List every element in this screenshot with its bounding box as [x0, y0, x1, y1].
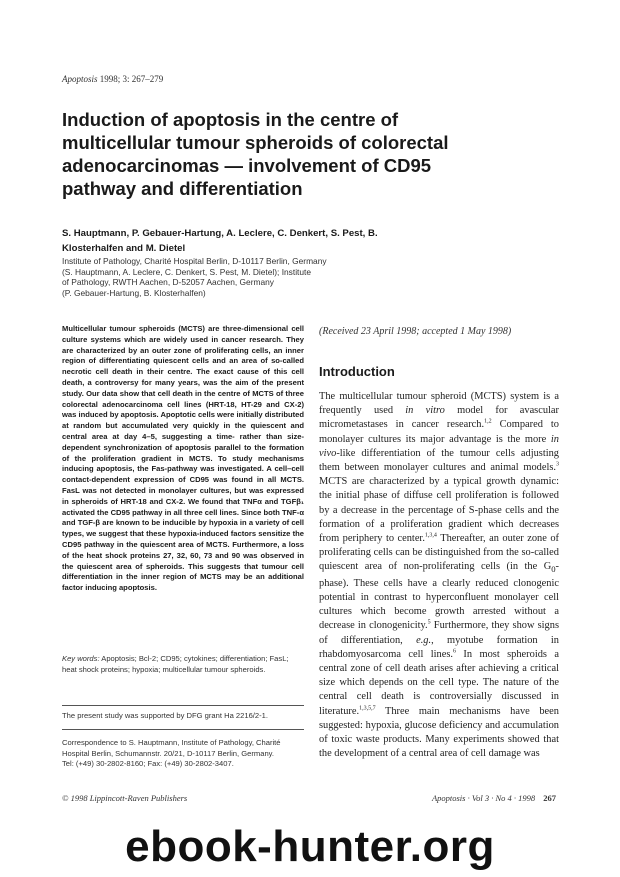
introduction-text: The multicellular tumour spheroid (MCTS) system is a frequently used in vitro model for avascular micrometastases in cancer research.$^{1,2}$ Compared to monolayer cultures its major advantage is the more in vivo-like differentiation of the tumour cells adjusting them between monolayer cultures and animal models.$^3$ MCTS are characterized by a typical growth dynamic: the initial phase of diffuse cell proliferation is followed by a decrease in the percentage of S-phase cells and the formation of a proliferation gradient which decreases from periphery to center.$^{1,3,4}$ Thereafter, an outer zone of proliferating cells can be distinguished from the so-called quiescent area of non-proliferating cells (in the $G_0-phase$). These cells have a clearly reduced clonogenic potential in contrast to hyperconfluent monolayer cell cultures which become growth arrested without a decrease in clonogenicity.$^5$ Furthermore, they show signs of differentiation, e.g., myotube formation in rhabdomyosarcoma cell lines.$^6$ In most spheroids a central zone of cell death arises after achieving a critical size which depends on the cell type. The nature of the central cell death is controversially discussed in literature.$^{1,3,5,7}$ Three main mechanisms have been suggested: hypoxia, glucose deficiency and accumulation of toxic waste products. Many experiments showed that the development of a central area of cell damage was [319, 391, 559, 760]
correspondence-line: Hospital Berlin, Schumannstr. 20/21, D-10117 Berlin, Germany. [62, 748, 275, 758]
keywords-list: Apoptosis; Bcl-2; CD95; cytokines; differentiation; FasL; heat shock proteins; hypoxia; multicellular tumour spheroids. [62, 654, 289, 674]
journal-citation [62, 74, 163, 84]
page-number: 267 [543, 793, 556, 803]
received-date: (Received 23 April 1998; accepted 1 May 1998) [319, 326, 512, 337]
article-title: Induction of apoptosis in the centre of multicellular tumour spheroids of colorectal adenocarcinomas — involvement of CD95 pathway and differentiation [62, 109, 449, 199]
affiliation-line: (S. Hauptmann, A. Leclere, C. Denkert, S. Pest, M. Dietel); Institute [62, 266, 312, 277]
correspondence-line: Tel: (+49) 30-2802-8160; Fax: (+49) 30-2802-3407. [62, 759, 234, 768]
affiliations [62, 256, 392, 298]
author-list: S. Hauptmann, P. Gebauer-Hartung, A. Leclere, C. Denkert, S. Pest, B. Klosterhalfen and M. Dietel [62, 228, 378, 254]
journal-name: Apoptosis [62, 74, 98, 84]
correspondence-line: Correspondence to S. Hauptmann, Institute of Pathology, Charité [62, 738, 281, 747]
divider [62, 705, 304, 706]
journal-volume: 1998; 3: 267–279 [99, 74, 164, 84]
correspondence [62, 738, 312, 770]
divider [62, 729, 304, 730]
affiliation-line: (P. Gebauer-Hartung, B. Klosterhalfen) [62, 287, 206, 298]
affiliation-line: Institute of Pathology, Charité Hospital Berlin, D-10117 Berlin, Germany [62, 256, 327, 266]
page-footer [350, 793, 556, 803]
keywords-label: Key words: [62, 654, 100, 663]
affiliation-line: of Pathology, RWTH Aachen, D-52057 Aachen, Germany [62, 277, 274, 287]
abstract: Multicellular tumour spheroids (MCTS) are three-dimensional cell culture systems which are widely used in cancer research. They are characterized by an outer zone of proliferating cells, an inner region of differentiating quiescent cells and an area of so-called necrotic cell death in their centre. The exact cause of this cell death, a controversy for many years, was the aim of the present study. Our data show that cell death in the centre of MCTS of three colorectal adenocarcinoma cell lines (HRT-18, HT-29 and CX-2) was induced by apoptosis. Apoptotic cells were initially distributed at random but accumulated very quickly in the quiescent and central area at day 4–5, suggesting a time- rather than size-dependent synchronization of apoptosis parallel to the formation of the proliferation gradient in MCTS. To study mechanisms inducing apoptosis, the Fas-pathway was investigated. A cell–cell contact-dependent expression of CD95 was found in all MCTS. FasL was not detected in monolayer cultures, but was expressed in spheroids of HRT-18 and CX-2. We found that TNFα and TGFβ₁ activated the CD95 pathway in all three cell lines. Since both TNF-α and TGF-β are known to be inducible by hypoxia in a variety of cell types, we suggest that these hypoxia-induced factors sensitize the CD95 pathway in the quiescent area of MCTS. Furthermore, a loss of the heat shock proteins 27, 32, 60, 73 and 90 was observed in the quiescent area of spheroids. This suggests that tumour cell differentiation in the inner region of MCTS may be an additional factor inducing apoptosis. [62, 324, 304, 593]
copyright-notice: © 1998 Lippincott-Raven Publishers [62, 793, 188, 803]
watermark-text: ebook-hunter.org [125, 822, 495, 871]
keywords [62, 654, 304, 676]
funding-note: The present study was supported by DFG grant Ha 2216/2-1. [62, 711, 268, 720]
footer-journal-info: Apoptosis · Vol 3 · No 4 · 1998 [431, 793, 536, 803]
section-heading-introduction: Introduction [319, 364, 395, 379]
